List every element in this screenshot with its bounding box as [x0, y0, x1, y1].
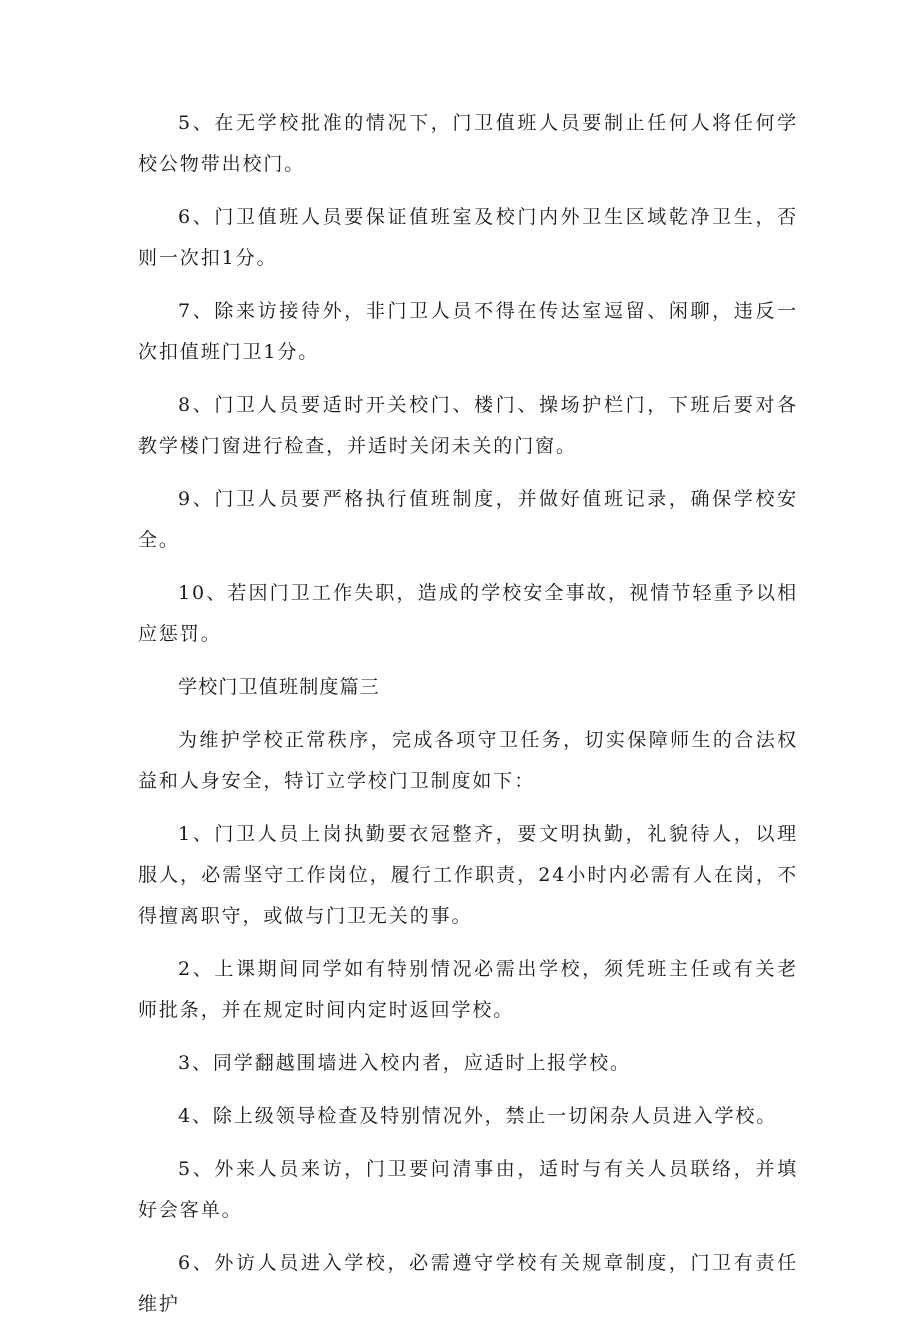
- paragraph-item-4: 4、除上级领导检查及特别情况外，禁止一切闲杂人员进入学校。: [178, 1105, 778, 1127]
- paragraph-item-6: 6、外访人员进入学校，必需遵守学校有关规章制度，门卫有责任维护: [138, 1252, 798, 1315]
- section-heading: 学校门卫值班制度篇三: [178, 676, 381, 698]
- paragraph-rule-10: 10、若因门卫工作失职，造成的学校安全事故，视情节轻重予以相应惩罚。: [138, 582, 798, 645]
- paragraph-item-2: 2、上课期间同学如有特别情况必需出学校，须凭班主任或有关老师批条，并在规定时间内定时返回学校。: [138, 958, 798, 1021]
- paragraph-item-3: 3、同学翻越围墙进入校内者，应适时上报学校。: [178, 1052, 631, 1074]
- paragraph-rule-7: 7、除来访接待外，非门卫人员不得在传达室逗留、闲聊，违反一次扣值班门卫1分。: [138, 300, 798, 363]
- paragraph-item-5: 5、外来人员来访，门卫要问清事由，适时与有关人员联络，并填好会客单。: [138, 1158, 798, 1221]
- document-body: [138, 103, 798, 1337]
- paragraph-intro: 为维护学校正常秩序，完成各项守卫任务，切实保障师生的合法权益和人身安全，特订立学校门卫制度如下：: [138, 729, 798, 792]
- paragraph-rule-9: 9、门卫人员要严格执行值班制度，并做好值班记录，确保学校安全。: [138, 488, 798, 551]
- paragraph-rule-5: 5、在无学校批准的情况下，门卫值班人员要制止任何人将任何学校公物带出校门。: [138, 112, 798, 175]
- paragraph-rule-6: 6、门卫值班人员要保证值班室及校门内外卫生区域乾净卫生，否则一次扣1分。: [138, 206, 798, 269]
- paragraph-item-1: 1、门卫人员上岗执勤要衣冠整齐，要文明执勤，礼貌待人，以理服人，必需坚守工作岗位，履行工作职责，24小时内必需有人在岗，不得擅离职守，或做与门卫无关的事。: [138, 823, 798, 927]
- paragraph-rule-8: 8、门卫人员要适时开关校门、楼门、操场护栏门，下班后要对各教学楼门窗进行检查，并适时关闭未关的门窗。: [138, 394, 798, 457]
